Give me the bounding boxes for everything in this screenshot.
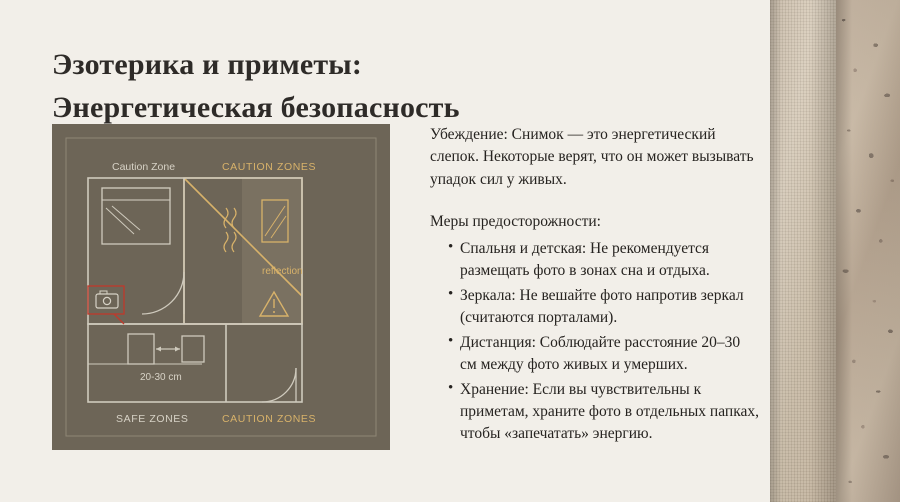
floorplan-card <box>52 124 390 450</box>
photo-frame-right <box>182 336 204 362</box>
marker-leader-line <box>114 314 124 324</box>
granite-texture-strip <box>836 0 900 502</box>
measures-list <box>430 238 760 445</box>
list-item: • Спальня и детская: Не рекомендуется размещать фото в зонах сна и отдыха. <box>448 238 760 282</box>
door-swing-arc-lower <box>262 368 296 402</box>
list-item: • Дистанция: Соблюдайте расстояние 20–30 см между фото живых и умерших. <box>448 332 760 376</box>
distance-label: 20-30 cm <box>140 372 182 383</box>
distance-arrow-head-left <box>156 347 161 352</box>
page-title-line-1: Эзотерика и приметы: <box>52 48 363 82</box>
caution-zones-bottom-label: CAUTION ZONES <box>222 413 317 425</box>
photo-frame-left <box>128 334 154 364</box>
decorative-edge <box>770 0 900 502</box>
bed-headboard <box>102 188 170 200</box>
measures-heading: Меры предосторожности: <box>430 213 601 231</box>
door-swing-arc-upper <box>142 272 184 314</box>
camera-icon <box>96 291 118 308</box>
content-text-column <box>430 124 760 448</box>
page-title-line-2: Энергетическая безопасность <box>52 90 460 124</box>
floorplan-diagram <box>52 124 390 450</box>
list-item: • Зеркала: Не вешайте фото напротив зеркал (считаются порталами). <box>448 285 760 329</box>
reflection-waves-icon <box>224 208 236 252</box>
caution-zones-top-right-label: CAUTION ZONES <box>222 161 317 173</box>
safe-zones-label: SAFE ZONES <box>116 413 189 425</box>
belief-paragraph: Убеждение: Снимок — это энергетический слепок. Некоторые верят, что он может вызывать упадок сил у живых. <box>430 126 754 188</box>
bed-outline <box>102 188 170 244</box>
distance-arrow-head-right <box>175 347 180 352</box>
list-item: • Хранение: Если вы чувствительны к приметам, храните фото в отдельных папках, чтобы «запечатать» энергию. <box>448 379 760 445</box>
reflection-label: reflection <box>262 266 303 277</box>
caution-zone-top-left-label: Caution Zone <box>112 161 176 173</box>
linen-texture-strip <box>770 0 836 502</box>
page-title <box>52 44 612 129</box>
